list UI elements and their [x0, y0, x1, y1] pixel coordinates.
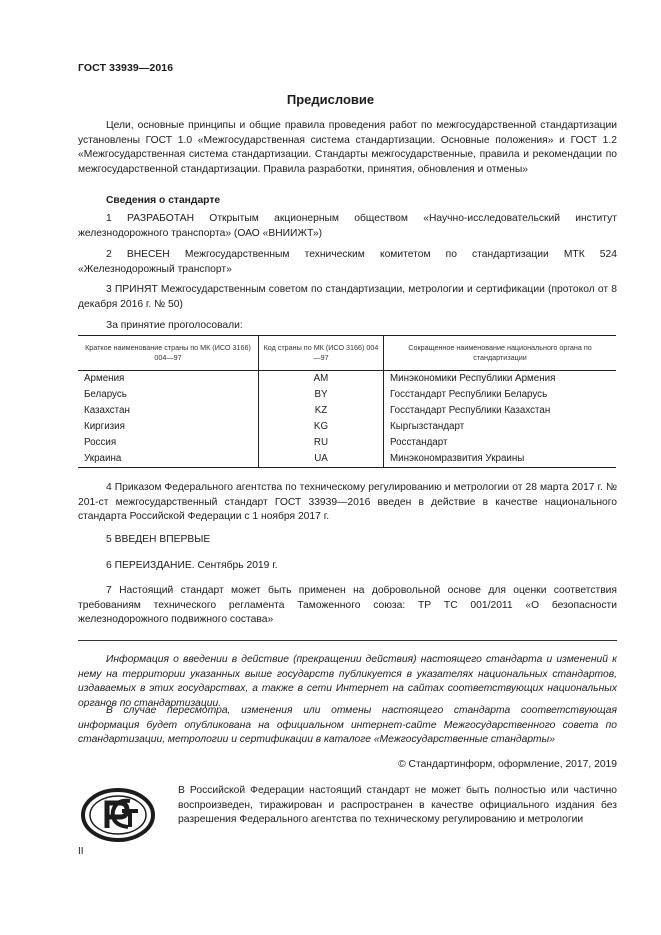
- table-row: [78, 371, 616, 388]
- countries-table: [78, 335, 616, 468]
- table-cell-body: Госстандарт Республики Беларусь: [390, 389, 548, 400]
- item-5: [78, 533, 617, 548]
- footer-notice-text: В Российской Федерации настоящий стандарт не может быть полностью или частично воспроизведен, тиражирован и распространен в качестве официального издания без разрешения Федерального агентства по техническому регулированию и метрологии: [178, 785, 617, 826]
- page-title: Предисловие: [286, 92, 375, 107]
- note-2-text: В случае пересмотра, изменения или отмены настоящего стандарта соответствующая информация будет опубликована на официальном интернет-сайте Межгосударственного совета по стандартизации, метрологии и сертификации в каталоге «Межгосударственные стандарты»: [78, 705, 617, 746]
- item-4: [78, 481, 617, 525]
- table-cell-country: Киргизия: [84, 421, 125, 432]
- table-header-row: [78, 336, 616, 371]
- intro-paragraph: [78, 119, 617, 177]
- rst-logo-icon: [80, 787, 156, 843]
- table-header-body: Сокращенное наименование национального органа по стандартизации: [384, 336, 617, 371]
- table-cell-code: AM: [259, 371, 384, 388]
- document-code: ГОСТ 33939—2016: [78, 62, 174, 74]
- item-6-text: 6 ПЕРЕИЗДАНИЕ. Сентябрь 2019 г.: [106, 560, 278, 571]
- item-3-text: 3 ПРИНЯТ Межгосударственным советом по стандартизации, метрологии и сертификации (протокол от 8 декабря 2016 г. № 50): [78, 284, 617, 310]
- table-cell-code: KZ: [259, 403, 384, 419]
- table-row: [78, 387, 616, 403]
- notes-divider: [78, 640, 617, 641]
- item-2-text: 2 ВНЕСЕН Межгосударственным техническим комитетом по стандартизации МТК 524 «Железнодорожный транспорт»: [78, 249, 617, 275]
- section-heading: Сведения о стандарте: [106, 195, 221, 206]
- table-row: [78, 435, 616, 451]
- footer-notice: [178, 784, 617, 828]
- table-cell-body: Минэкономразвития Украины: [384, 451, 617, 468]
- item-4-text: 4 Приказом Федерального агентства по техническому регулированию и метрологии от 28 марта 2017 г. № 201-ст межгосударственный стандарт ГОСТ 33939—2016 введен в действие в качестве национального стандарта Российской Федерации с 1 ноября 2017 г.: [78, 482, 617, 523]
- page-number: II: [78, 846, 84, 857]
- table-cell-country: Россия: [84, 437, 117, 448]
- item-6: [78, 559, 617, 574]
- intro-text: Цели, основные принципы и общие правила проведения работ по межгосударственной стандартизации установлены ГОСТ 1.0 «Межгосударственная система стандартизации. Основные положения» и ГОСТ 1.2 «Межгосударственная система стандартизации. Стандарты межгосударственные, правила и рекомендации по межгосударственной стандартизации. Правила разработки, принятия, обновления и отмены»: [78, 120, 617, 175]
- item-2: [78, 248, 617, 277]
- table-header-code: Код страны по МК (ИСО 3166) 004—97: [259, 336, 384, 371]
- note-1-text: Информация о введении в действие (прекращении действия) настоящего стандарта и изменений к нему на территории указанных выше государств публикуется в указателях национальных стандартов, издаваемых в этих государствах, а также в сети Интернет на сайтах соответствующих национальных органов по стандартизации.: [78, 654, 617, 709]
- vote-label: [78, 319, 617, 334]
- table-header-country: Краткое наименование страны по МК (ИСО 3166) 004—97: [78, 336, 259, 371]
- table-cell-body: Кыргызстандарт: [390, 421, 465, 432]
- table-cell-body: Росстандарт: [390, 437, 448, 448]
- table-cell-body: Минэкономики Республики Армения: [390, 373, 556, 384]
- table-cell-code: KG: [259, 419, 384, 435]
- note-2: [78, 704, 617, 748]
- item-1: [78, 212, 617, 241]
- item-1-text: 1 РАЗРАБОТАН Открытым акционерным обществом «Научно-исследовательский институт железнодорожного транспорта» (ОАО «ВНИИЖТ»): [78, 213, 617, 239]
- table-cell-country: Украина: [78, 451, 259, 468]
- table-row: [78, 419, 616, 435]
- vote-label-text: За принятие проголосовали:: [106, 320, 243, 331]
- table-cell-code: RU: [259, 435, 384, 451]
- table-cell-country: Армения: [84, 373, 125, 384]
- item-7-text: 7 Настоящий стандарт может быть применен на добровольной основе для оценки соответствия требованиям технического регламента Таможенного союза: ТР ТС 001/2011 «О безопасности железнодорожного подвижного состава»: [78, 585, 617, 626]
- table-cell-code: BY: [259, 387, 384, 403]
- item-7: [78, 584, 617, 628]
- note-1: [78, 653, 617, 711]
- table-row: [78, 403, 616, 419]
- table-cell-country: Беларусь: [84, 389, 127, 400]
- table-row: [78, 451, 616, 468]
- table-cell-code: UA: [259, 451, 384, 468]
- table-cell-body: Госстандарт Республики Казахстан: [390, 405, 551, 416]
- item-5-text: 5 ВВЕДЕН ВПЕРВЫЕ: [106, 534, 211, 545]
- table-cell-country: Казахстан: [84, 405, 130, 416]
- item-3: [78, 283, 617, 312]
- copyright-line: © Стандартинформ, оформление, 2017, 2019: [398, 759, 617, 770]
